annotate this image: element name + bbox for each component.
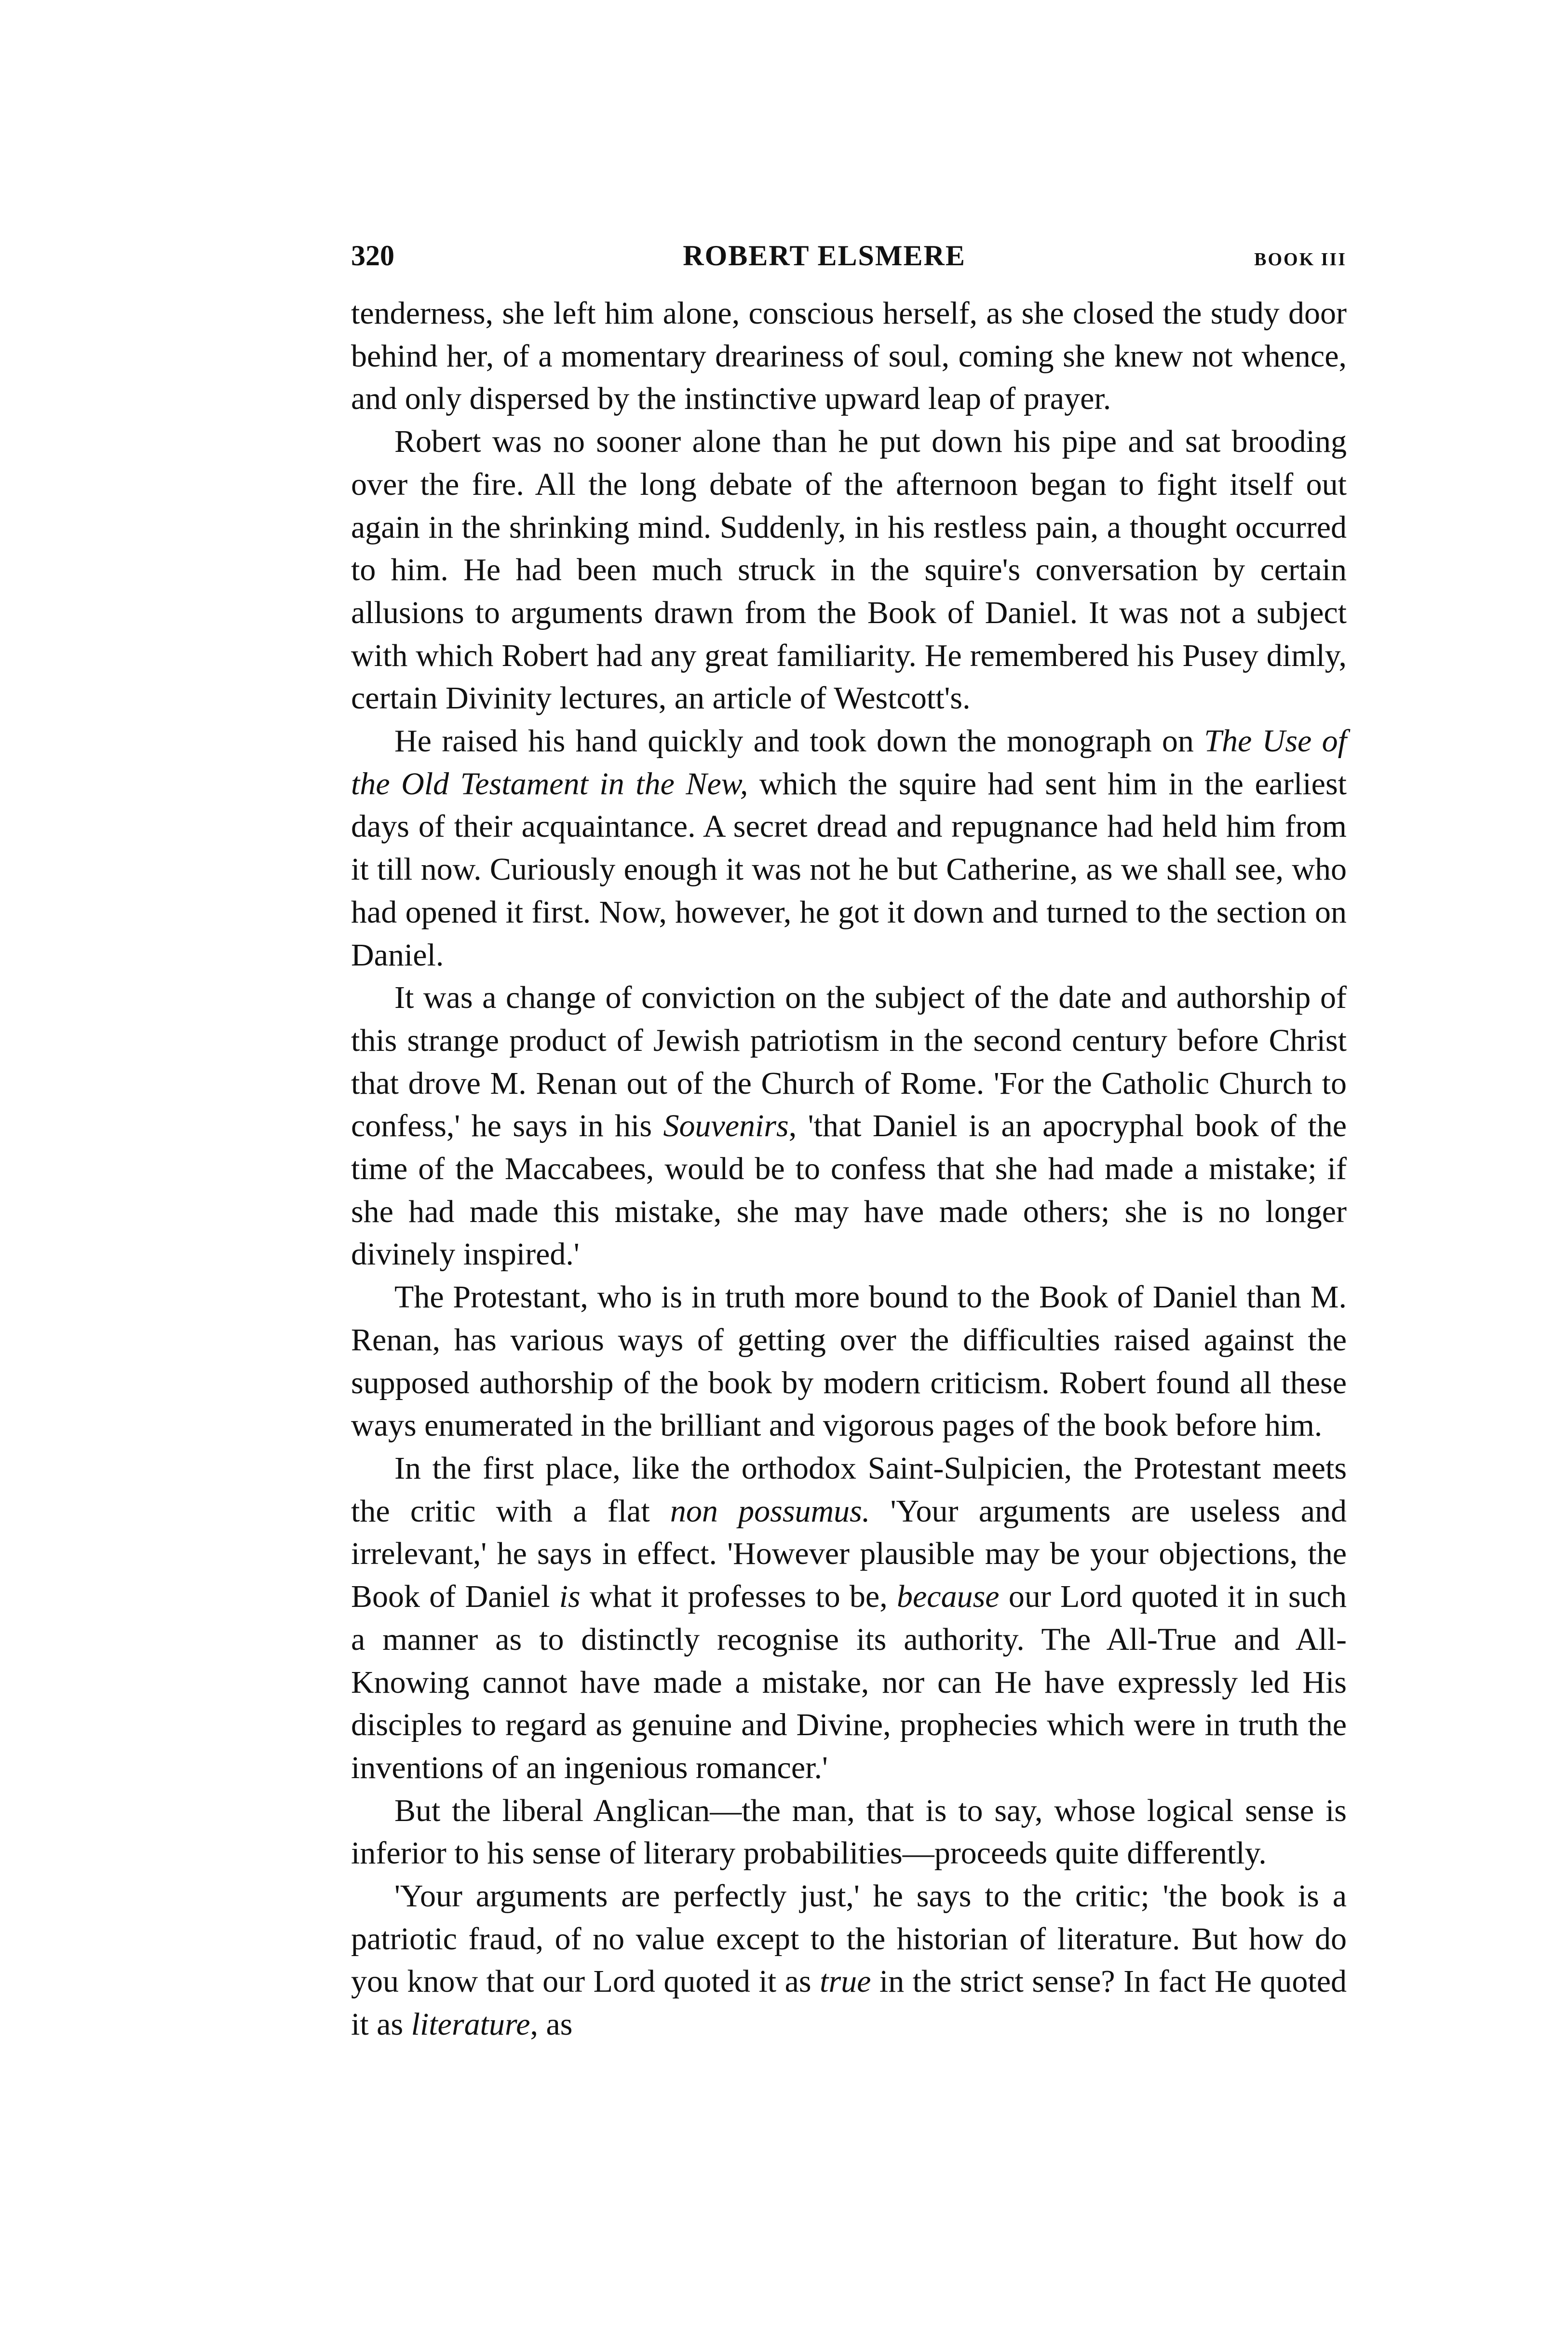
italic-text: Souvenirs xyxy=(663,1108,789,1144)
text-run: our Lord quoted it in such a manner as to distinctly recognise its authority. The All-True and All-Knowing cannot have made a mistake, nor can He have expressly led His disciples to regard as genuine and Divine, prophecies which were in truth the inventions of an ingenious romancer.' xyxy=(351,1579,1347,1785)
text-run: He raised his hand quickly and took down the monograph on xyxy=(394,723,1204,759)
italic-text: is xyxy=(559,1579,581,1615)
page-number: 320 xyxy=(351,240,394,272)
paragraph xyxy=(351,1790,1347,1875)
text-run: tenderness, she left him alone, conscious herself, as she closed the study door behind her, of a momentary dreariness of soul, coming she knew not whence, and only dispersed by the instinctive upward leap of prayer. xyxy=(351,296,1347,417)
paragraph xyxy=(351,292,1347,421)
italic-text: because xyxy=(896,1579,1000,1615)
italic-text: true xyxy=(820,1964,871,1999)
paragraph xyxy=(351,421,1347,720)
text-run: 'Your arguments are useless and irrelevant,' he says in effect. 'However plausible may be your objections, the Book of Daniel xyxy=(351,1493,1347,1615)
paragraph xyxy=(351,1447,1347,1790)
text-run: , as xyxy=(530,2007,573,2042)
text-run: 'Your arguments are perfectly just,' he says to the critic; 'the book is a patriotic fraud, of no value except to the historian of literature. But how do you know that our Lord quoted it as xyxy=(351,1878,1347,1999)
text-run: , 'that Daniel is an apocryphal book of the time of the Maccabees, would be to confess that she had made a mistake; if she had made this mistake, she may have made others; she is no longer divinely inspired.' xyxy=(351,1108,1347,1272)
running-title: ROBERT ELSMERE xyxy=(683,240,966,272)
text-run: what it professes to be, xyxy=(580,1579,897,1615)
paragraph xyxy=(351,977,1347,1276)
text-run: The Protestant, who is in truth more bound to the Book of Daniel than M. Renan, has various ways of getting over the difficulties raised against the supposed authorship of the book by modern criticism. Robert found all these ways enumerated in the brilliant and vigorous pages of the book before him. xyxy=(351,1279,1347,1443)
text-run: But the liberal Anglican—the man, that is to say, whose logical sense is inferior to his sense of literary probabilities—proceeds quite differently. xyxy=(351,1793,1347,1871)
body-text xyxy=(351,292,1347,2046)
text-run: It was a change of conviction on the subject of the date and authorship of this strange product of Jewish patriotism in the second century before Christ that drove M. Renan out of the Church of Rome. 'For the Catholic Church to confess,' he says in his xyxy=(351,980,1347,1144)
book-label: BOOK III xyxy=(1254,249,1347,270)
book-page xyxy=(351,236,1347,2046)
paragraph xyxy=(351,1875,1347,2046)
paragraph xyxy=(351,720,1347,977)
italic-text: literature xyxy=(411,2007,530,2042)
text-run: in the strict sense? In fact He quoted it as xyxy=(351,1964,1347,2042)
italic-text: non possumus. xyxy=(670,1493,870,1529)
text-run: which the squire had sent him in the earliest days of their acquaintance. A secret dread and repugnance had held him from it till now. Curiously enough it was not he but Catherine, as we shall see, who had opened it first. Now, however, he got it down and turned to the section on Daniel. xyxy=(351,766,1347,973)
text-run: In the first place, like the orthodox Saint-Sulpicien, the Protestant meets the critic with a flat xyxy=(351,1450,1347,1529)
page-header xyxy=(351,236,1347,275)
italic-text: The Use of the Old Testament in the New, xyxy=(351,723,1347,802)
text-run: Robert was no sooner alone than he put down his pipe and sat brooding over the fire. All the long debate of the afternoon began to fight itself out again in the shrinking mind. Suddenly, in his restless pain, a thought occurred to him. He had been much struck in the squire's conversation by certain allusions to arguments drawn from the Book of Daniel. It was not a subject with which Robert had any great familiarity. He remembered his Pusey dimly, certain Divinity lectures, an article of Westcott's. xyxy=(351,424,1347,716)
paragraph xyxy=(351,1276,1347,1447)
